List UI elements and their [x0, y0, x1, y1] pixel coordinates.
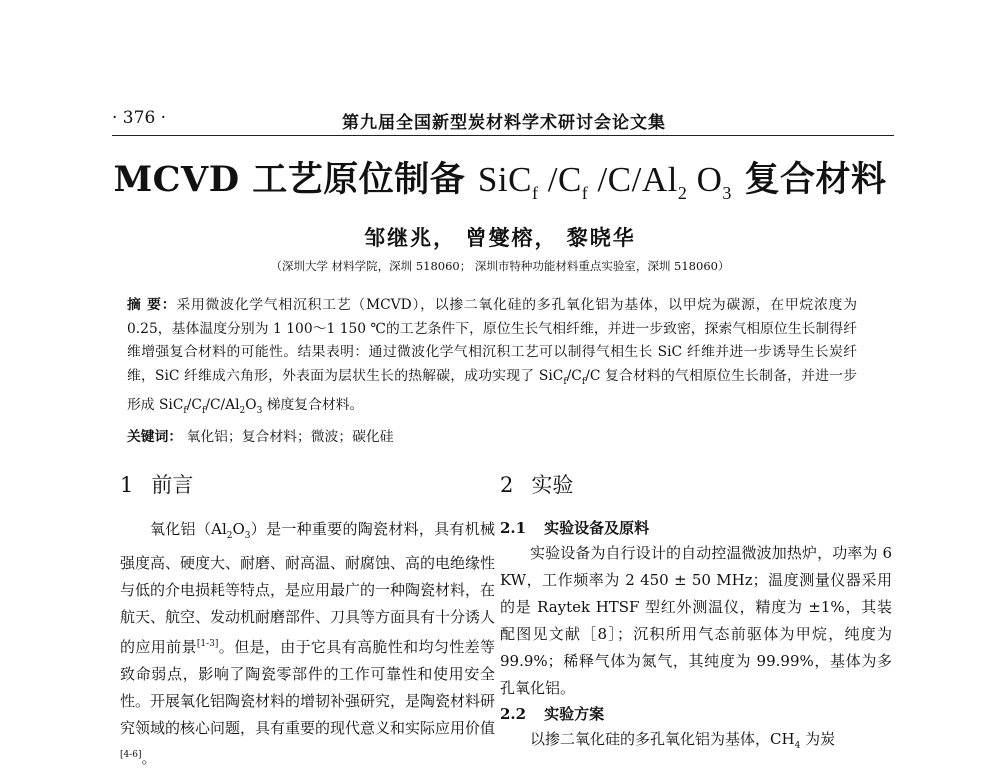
column-left [120, 470, 495, 772]
subsection-2-2-number: 2.2 [500, 705, 527, 723]
journal-title: 第九届全国新型炭材料学术研讨会论文集 [342, 113, 666, 133]
subsection-2-1-heading [500, 516, 892, 540]
title-formula: SiC$_f$ $/C_f$ $/C/Al_2$ $O_3$ [477, 160, 732, 203]
section-1-title: 前言 [151, 473, 194, 497]
abstract [127, 294, 857, 423]
section-1-body: 氧化铝$(Al_2O_3)$是一种重要的陶瓷材料，具有机械强度高、硬度大、耐磨、耐高温、耐腐蚀、高的电绝缘性与低的介电损耗等特点，是应用最广的一种陶瓷材料，在航天、航空、发动机耐磨部件、刀具等方面具有十分诱人的应用前景[1-3]。但是，由于它具有高脆性和均匀性差等致命弱点，影响了陶瓷零部件的工作可靠性和使用安全性。开展氧化铝陶瓷材料的增韧补强研究，是陶瓷材料研究领域的核心问题，具有重要的现代意义和实际应用价值[4-6]。 [120, 520, 496, 767]
keywords [127, 425, 857, 445]
abstract-text: 采用微波化学气相沉积工艺（MCVD），以掺二氧化硅的多孔氧化铝为基体，以甲烷为碳源，在甲烷浓度为 0.25，基体温度分别为 1 100～1 150 ℃的工艺条件下，原位生长气相纤维，并进一步致密，探索气相原位生长制得纤维增强复合材料的可能性。结果表明：通过微波化学气相沉积工艺可以制得气相生长 SiC 纤维并进一步诱导生长炭纤维，SiC 纤维成六角形，外表面为层状生长的热解碳，成功实现了 $SiC_f/C_f/C$ 复合材料的气相原位生长制备，并进一步形成 $SiC_f/C_f/C/Al_2O_3$ 梯度复合材料。 [127, 297, 857, 416]
page-number: · 376 · [112, 108, 167, 128]
subsection-2-2-heading [500, 702, 892, 726]
affiliation: （深圳大学 材料学院，深圳 518060； 深圳市特种功能材料重点实验室，深圳 518060） [270, 259, 730, 273]
subsection-2-1-number: 2.1 [500, 519, 527, 537]
keywords-text: 氧化铝；复合材料；微波；碳化硅 [182, 429, 394, 445]
subsection-2-2-body: 以掺二氧化硅的多孔氧化铝为基体，$CH_4$ 为炭 [530, 730, 836, 751]
title-tail: 复合材料 [731, 159, 887, 200]
running-head [112, 108, 892, 138]
section-2-heading [500, 470, 892, 516]
column-right [500, 470, 892, 760]
keywords-label: 关键词： [127, 429, 183, 445]
section-2-number: 2 [500, 473, 514, 497]
subsection-2-1-title: 实验设备及原料 [544, 519, 650, 537]
abstract-label: 摘 要： [127, 297, 177, 313]
title-lead: MCVD 工艺原位制备 [113, 159, 478, 200]
section-1-number: 1 [120, 473, 134, 497]
authors: 邹继兆， 曾燮榕， 黎晓华 [364, 225, 636, 250]
section-2-title: 实验 [531, 473, 574, 497]
subsection-2-2-title: 实验方案 [544, 705, 605, 723]
section-1-heading [120, 470, 495, 516]
header-rule [112, 135, 894, 136]
subsection-2-1-body: 实验设备为自行设计的自动控温微波加热炉，功率为 6 KW，工作频率为 2 450 ± 50 MHz；温度测量仪器采用的是 Raytek HTSF 型红外测温仪，精度为 ±1%，其装配图见文献［8］；沉积所用气态前驱体为甲烷，纯度为 99.9%；稀释气体为氮气，其纯度为 99.99%，基体为多孔氧化铝。 [500, 544, 892, 697]
paper-title [0, 152, 1000, 204]
